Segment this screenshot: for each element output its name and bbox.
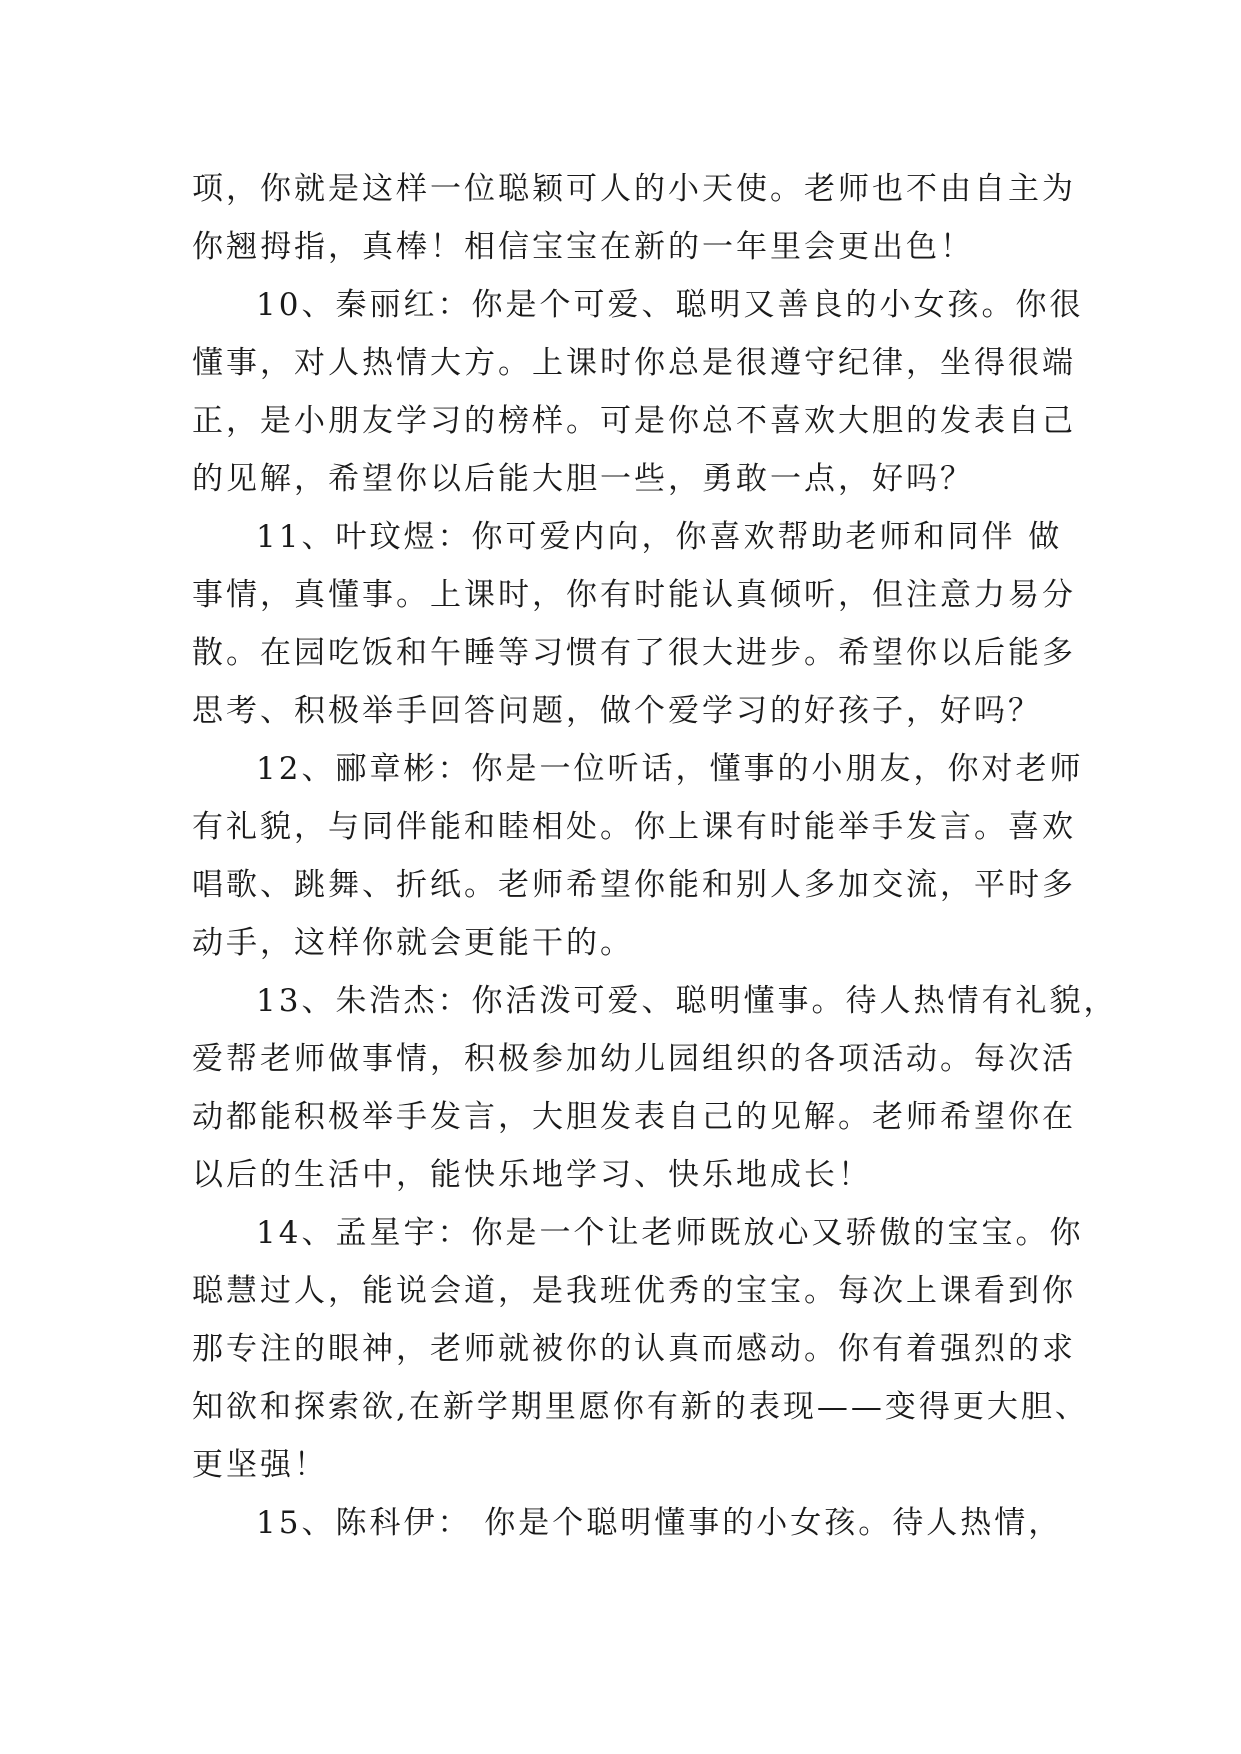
paragraph-start-line: 13、朱浩杰：你活泼可爱、聪明懂事。待人热情有礼貌， — [256, 983, 1118, 1019]
text-line: 散。在园吃饭和午睡等习惯有了很大进步。希望你以后能多 — [192, 635, 1076, 671]
text-line: 知欲和探索欲,在新学期里愿你有新的表现——变得更大胆、 — [192, 1389, 1089, 1425]
text-line: 那专注的眼神，老师就被你的认真而感动。你有着强烈的求 — [192, 1331, 1076, 1367]
text-line: 动手，这样你就会更能干的。 — [192, 925, 634, 961]
document-body — [192, 160, 1118, 1552]
text-line: 更坚强！ — [192, 1447, 328, 1483]
text-line: 的见解，希望你以后能大胆一些，勇敢一点，好吗？ — [192, 461, 974, 497]
text-line: 正，是小朋友学习的榜样。可是你总不喜欢大胆的发表自己 — [192, 403, 1076, 439]
text-line: 聪慧过人，能说会道，是我班优秀的宝宝。每次上课看到你 — [192, 1273, 1076, 1309]
text-line: 唱歌、跳舞、折纸。老师希望你能和别人多加交流，平时多 — [192, 867, 1076, 903]
paragraph-start-line: 14、孟星宇：你是一个让老师既放心又骄傲的宝宝。你 — [256, 1215, 1084, 1251]
text-line: 懂事，对人热情大方。上课时你总是很遵守纪律，坐得很端 — [192, 345, 1076, 381]
text-line: 以后的生活中，能快乐地学习、快乐地成长！ — [192, 1157, 872, 1193]
text-line: 事情，真懂事。上课时，你有时能认真倾听，但注意力易分 — [192, 577, 1076, 613]
paragraph-start-line: 11、叶玟煜：你可爱内向，你喜欢帮助老师和同伴 做 — [256, 519, 1063, 555]
paragraph-start-line: 15、陈科伊： 你是个聪明懂事的小女孩。待人热情， — [256, 1505, 1063, 1541]
text-line: 思考、积极举手回答问题，做个爱学习的好孩子，好吗？ — [192, 693, 1042, 729]
text-line: 动都能积极举手发言，大胆发表自己的见解。老师希望你在 — [192, 1099, 1076, 1135]
text-line: 有礼貌，与同伴能和睦相处。你上课有时能举手发言。喜欢 — [192, 809, 1076, 845]
paragraph-start-line: 12、郦章彬：你是一位听话，懂事的小朋友，你对老师 — [256, 751, 1084, 787]
text-line: 项，你就是这样一位聪颖可人的小天使。老师也不由自主为 — [192, 171, 1076, 207]
paragraph-start-line: 10、秦丽红：你是个可爱、聪明又善良的小女孩。你很 — [256, 287, 1084, 323]
text-line: 爱帮老师做事情，积极参加幼儿园组织的各项活动。每次活 — [192, 1041, 1076, 1077]
text-line: 你翘拇指，真棒！相信宝宝在新的一年里会更出色！ — [192, 229, 974, 265]
